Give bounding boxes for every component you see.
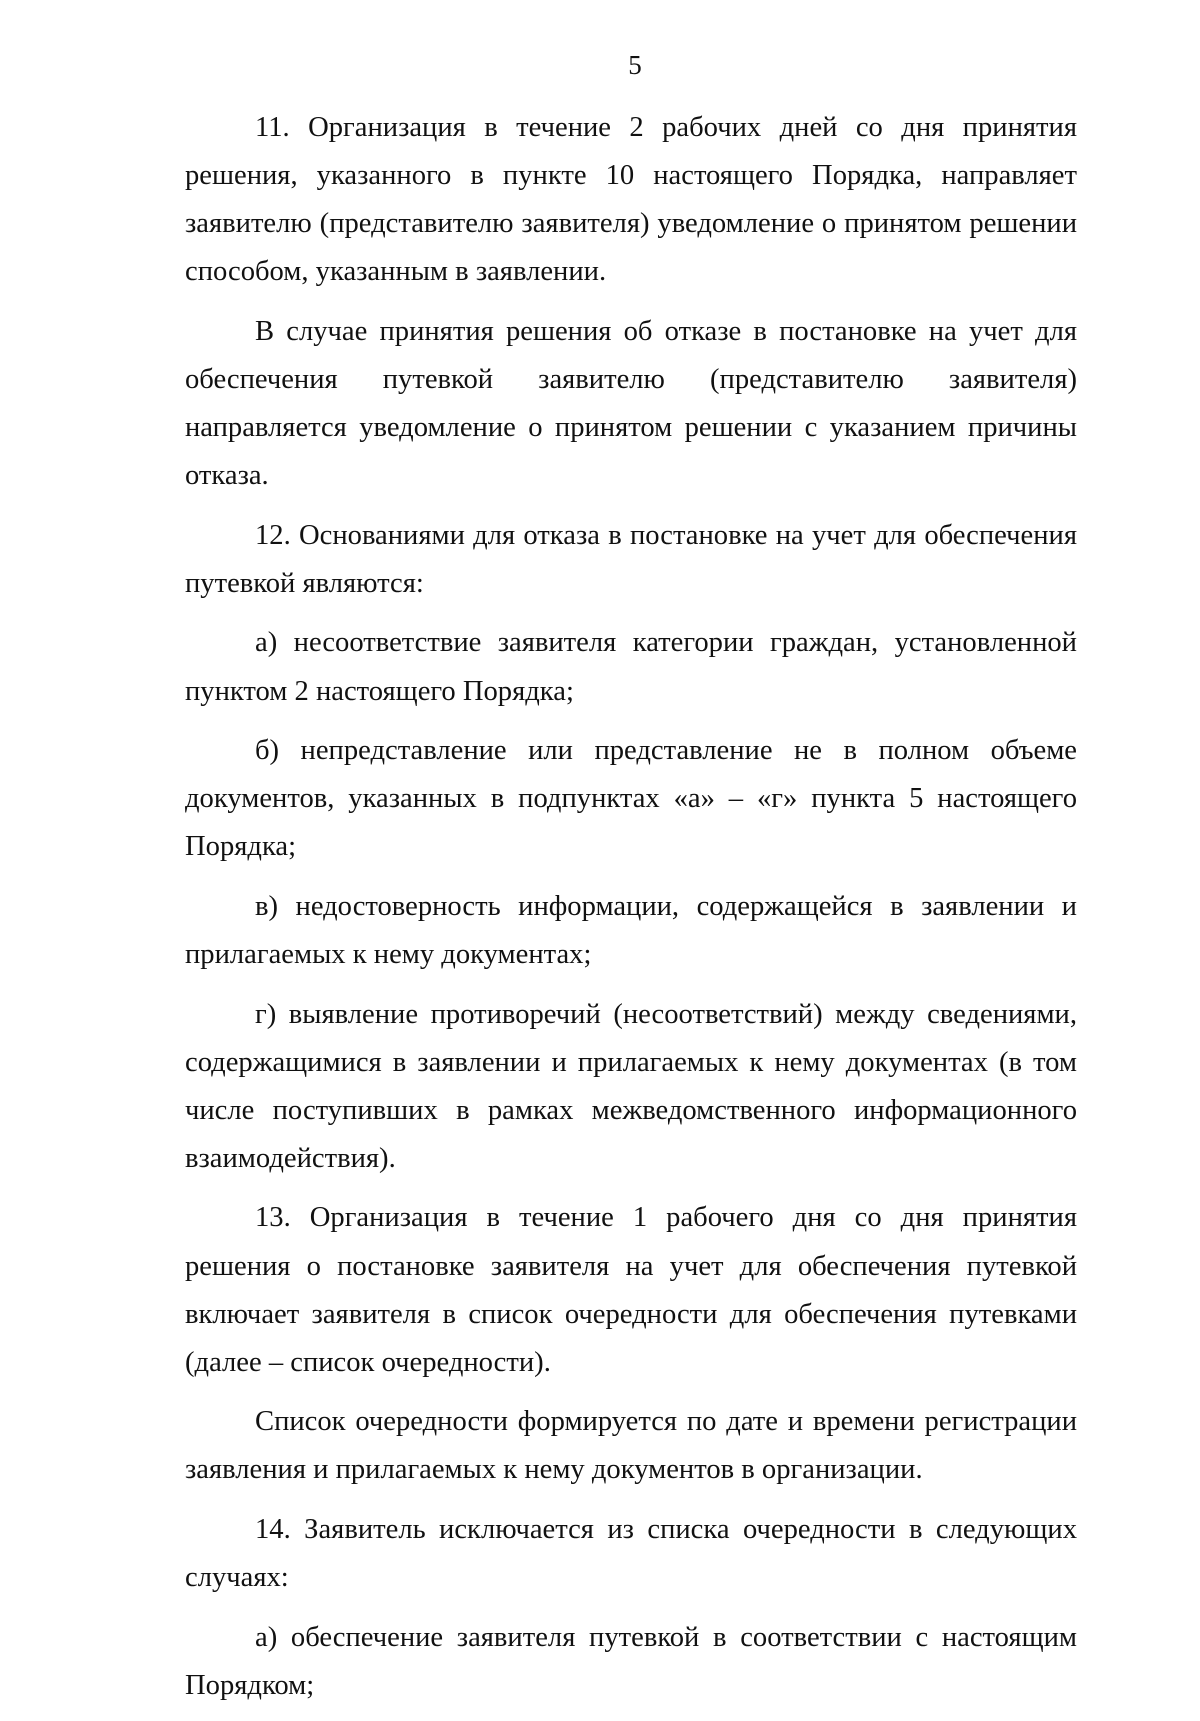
paragraph-13-queue-order: Список очередности формируется по дате и времени регистрации заявления и прилагаемых к нему документов в организации.: [185, 1406, 1077, 1486]
paragraph-13: 13. Организация в течение 1 рабочего дня со дня принятия решения о постановке заявителя на учет для обеспечения путевкой включает заявителя в список очередности для обеспечения путевками (далее – список очередности).: [185, 1202, 1077, 1378]
paragraph-12-v: в) недостоверность информации, содержащейся в заявлении и прилагаемых к нему документах;: [185, 890, 1077, 970]
paragraph-12-a: а) несоответствие заявителя категории граждан, установленной пунктом 2 настоящего Порядка;: [185, 627, 1077, 707]
document-body: [185, 104, 1077, 1721]
paragraph-14: 14. Заявитель исключается из списка очередности в следующих случаях:: [185, 1514, 1077, 1594]
paragraph-14-a: а) обеспечение заявителя путевкой в соответствии с настоящим Порядком;: [185, 1621, 1077, 1701]
paragraph-12-g: г) выявление противоречий (несоответствий) между сведениями, содержащимися в заявлении и прилагаемых к нему документах (в том числе поступивших в рамках межведомственного информационного взаимодействия).: [185, 998, 1077, 1174]
paragraph-12-b: б) непредставление или представление не в полном объеме документов, указанных в подпунктах «а» – «г» пункта 5 настоящего Порядка;: [185, 735, 1077, 863]
page-number: 5: [628, 50, 642, 80]
paragraph-11: 11. Организация в течение 2 рабочих дней со дня принятия решения, указанного в пункте 10 настоящего Порядка, направляет заявителю (представителю заявителя) уведомление о принятом решении способом, указанным в заявлении.: [185, 112, 1077, 288]
paragraph-12: 12. Основаниями для отказа в постановке на учет для обеспечения путевкой являются:: [185, 519, 1077, 599]
paragraph-11-refusal-notice: В случае принятия решения об отказе в постановке на учет для обеспечения путевкой заявителю (представителю заявителя) направляется уведомление о принятом решении с указанием причины отказа.: [185, 315, 1077, 492]
